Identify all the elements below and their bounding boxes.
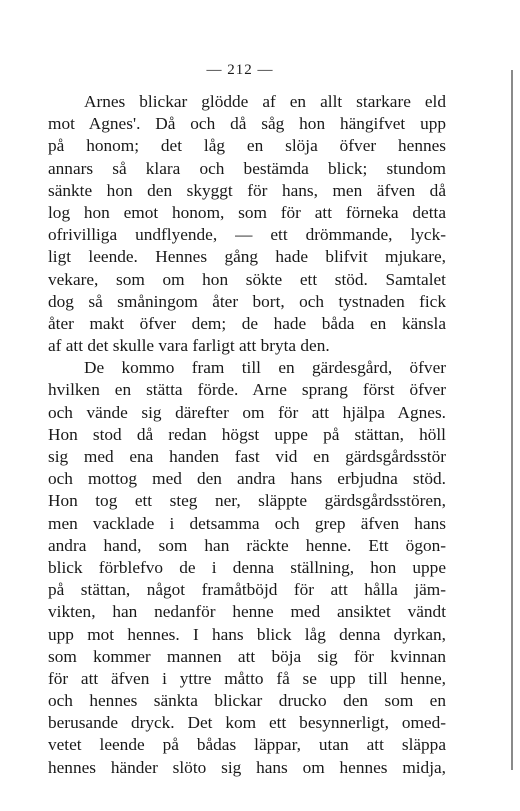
body-text [48, 91, 446, 779]
text-line: på honom; det låg en slöja öfver hennes [48, 136, 446, 156]
text-line: sänkte hon den skyggt för hans, men äfven då [48, 180, 446, 200]
text-line: vekare, som om hon sökte ett stöd. Samtalet [48, 269, 446, 289]
text-line: annars så klara och bestämda blick; stundom [48, 158, 446, 178]
text-line: andra hand, som han räckte henne. Ett ögon- [48, 535, 446, 555]
text-line: vikten, han nedanför henne med ansiktet vändt [48, 602, 446, 622]
text-line: hvilken en stätta förde. Arne sprang först öfver [48, 380, 446, 400]
text-line: hennes händer slöto sig hans om hennes midja, [48, 757, 446, 777]
text-line: vetet leende på bådas läppar, utan att släppa [48, 735, 446, 755]
text-line: blick förblefvo de i denna ställning, hon uppe [48, 557, 446, 577]
text-line: Hon tog ett steg ner, släppte gärdsgårdsstören, [48, 491, 446, 511]
text-line: af att det skulle vara farligt att bryta den. [48, 336, 330, 356]
text-line: Arnes blickar glödde af en allt starkare eld [84, 92, 446, 111]
text-line: men vacklade i detsamma och grep äfven hans [48, 513, 446, 533]
text-line: och hennes sänkta blickar drucko den som en [48, 691, 446, 711]
text-line: dog så småningom åter bort, och tystnaden fick [48, 291, 446, 311]
text-line: som kommer mannen att böja sig för kvinnan [48, 646, 446, 666]
text-line: ofrivilliga undflyende, — ett drömmande, lyck- [48, 225, 446, 245]
text-line: ligt leende. Hennes gång hade blifvit mjukare, [48, 247, 446, 267]
text-line: upp mot hennes. I hans blick låg denna dyrkan, [48, 624, 446, 644]
text-line: sig med ena handen fast vid en gärdsgårdsstör [48, 447, 446, 466]
page-number: — 212 — [206, 62, 274, 78]
text-line: log hon emot honom, som för att förneka detta [48, 202, 446, 222]
text-line: och mottog med den andra hans erbjudna stöd. [48, 469, 446, 489]
page-edge-line [511, 70, 513, 770]
text-line: mot Agnes'. Då och då såg hon hängifvet upp [48, 114, 446, 134]
text-line: Hon stod då redan högst uppe på stättan, höll [48, 424, 446, 444]
text-line: berusande dryck. Det kom ett besynnerligt, omed- [48, 713, 446, 733]
text-line: De kommo fram till en gärdesgård, öfver [84, 358, 446, 378]
text-line: åter makt öfver dem; de hade båda en känsla [48, 313, 446, 333]
text-line: för att äfven i yttre måtto få se upp till henne, [48, 668, 446, 688]
text-line: på stättan, något framåtböjd för att hålla jäm- [48, 580, 446, 600]
text-line: och vände sig därefter om för att hjälpa Agnes. [48, 402, 446, 422]
